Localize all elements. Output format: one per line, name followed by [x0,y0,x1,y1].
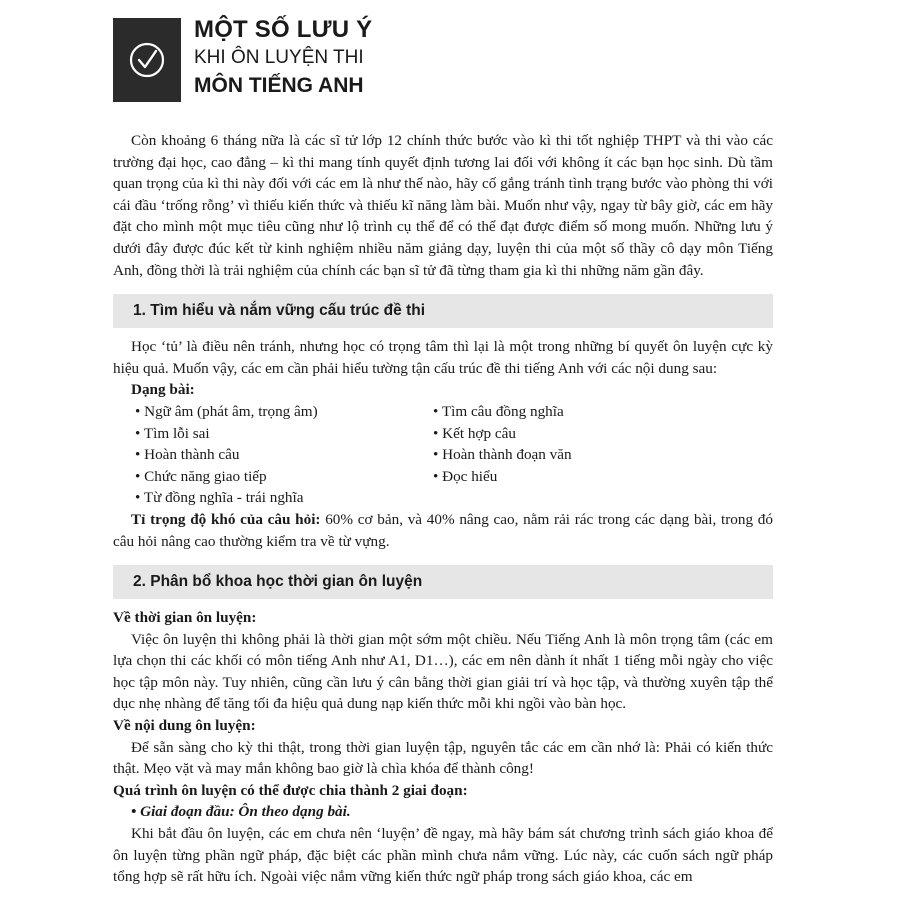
header-title [194,18,372,99]
list-item: • Tìm lỗi sai [135,424,210,442]
difficulty-paragraph [113,509,773,552]
list-item: • Ngữ âm (phát âm, trọng âm) [135,402,318,420]
article-body [113,130,773,888]
time-label: Về thời gian ôn luyện: [113,609,257,627]
page-header [113,18,813,102]
title-line-2: KHI ÔN LUYỆN THI [194,47,364,68]
intro-paragraph: Còn khoảng 6 tháng nữa là các sĩ tử lớp 12 chính thức bước vào kì thi tốt nghiệp THPT và thi vào các trường đại học, cao đẳng – kì thi mang tính quyết định tương lai đối với không ít các bạn học sinh. Dù tầm quan trọng của kì thi này đối với các em là như thế nào, hãy cố gắng tránh tình trạng bước vào phòng thi với cái đầu ‘trống rỗng’ vì thiếu kiến thức và thiếu kĩ năng làm bài. Muốn như vậy, ngay từ bây giờ, các em hãy đặt cho mình một mục tiêu cũng như lộ trình cụ thể để có thể đạt được điểm số mong muốn. Những lưu ý dưới đây được đúc kết từ kinh nghiệm nhiều năm giảng dạy, luyện thi của một số thầy cô dạy môn Tiếng Anh, đồng thời là trải nghiệm của chính các bạn sĩ tử đã từng tham gia kì thi những năm gần đây. [113,132,773,279]
list-item: • Hoàn thành câu [135,446,240,464]
section-1-paragraph: Học ‘tủ’ là điều nên tránh, nhưng học có trọng tâm thì lại là một trong những bí quyết ôn luyện cực kỳ hiệu quả. Muốn vậy, các em cần phải hiểu tường tận cấu trúc đề thi tiếng Anh với các nội dung sau: [113,338,773,377]
content-paragraph: Để sẵn sàng cho kỳ thi thật, trong thời gian luyện tập, nguyên tắc các em cần nhớ là: Phải có kiến thức thật. Mẹo vặt và may mắn không bao giờ là chìa khóa để thành công! [113,738,773,778]
header-icon-box [113,18,181,102]
list-item: • Chức năng giao tiếp [135,467,267,485]
exam-types-list [113,401,773,509]
section-1-heading: 1. Tìm hiểu và nắm vững cấu trúc đề thi [113,294,773,328]
phase-1-label: • Giai đoạn đầu: Ôn theo dạng bài. [131,803,351,821]
list-item: • Từ đồng nghĩa - trái nghĩa [135,489,304,507]
process-label: Quá trình ôn luyện có thể được chia thành 2 giai đoạn: [113,781,468,799]
content-label: Về nội dung ôn luyện: [113,717,256,735]
list-item [433,487,753,509]
phase-1-paragraph: Khi bắt đầu ôn luyện, các em chưa nên ‘luyện’ đề ngay, mà hãy bám sát chương trình sách giáo khoa để ôn luyện từng phần ngữ pháp, đặc biệt các phần mình chưa nắm vững. Lúc này, các cuốn sách ngữ pháp tổng hợp sẽ rất hữu ích. Ngoài việc nắm vững kiến thức ngữ pháp trong sách giáo khoa, các em [113,825,773,886]
check-circle-icon [127,40,167,80]
title-line-3: MÔN TIẾNG ANH [194,74,364,97]
list-item: • Hoàn thành đoạn văn [433,446,572,464]
difficulty-label: Tỉ trọng độ khó của câu hỏi: [131,510,321,528]
difficulty-text: 60% cơ bản, và 40% nâng cao, nằm rải rác trong các dạng bài, trong đó câu hỏi nâng cao thường kiểm tra về từ vựng. [113,510,773,550]
time-paragraph: Việc ôn luyện thi không phải là thời gian một sớm một chiều. Nếu Tiếng Anh là môn trọng tâm (các em lựa chọn thi các khối có môn tiếng Anh như A1, D1…), các em nên dành ít nhất 1 tiếng mỗi ngày cho việc học tập môn này. Tuy nhiên, cũng cần lưu ý cân bằng thời gian giải trí và học tập, và thường xuyên tập thể dục nhẹ nhàng để tăng tối đa hiệu quả dung nạp kiến thức mỗi khi ngồi vào bàn học. [113,630,773,713]
list-item: • Tìm câu đồng nghĩa [433,402,564,420]
title-line-1: MỘT SỐ LƯU Ý [194,16,373,43]
exam-types-label: Dạng bài: [131,381,195,399]
section-2-heading: 2. Phân bổ khoa học thời gian ôn luyện [113,565,773,599]
list-item: • Kết hợp câu [433,424,516,442]
list-item: • Đọc hiểu [433,467,498,485]
